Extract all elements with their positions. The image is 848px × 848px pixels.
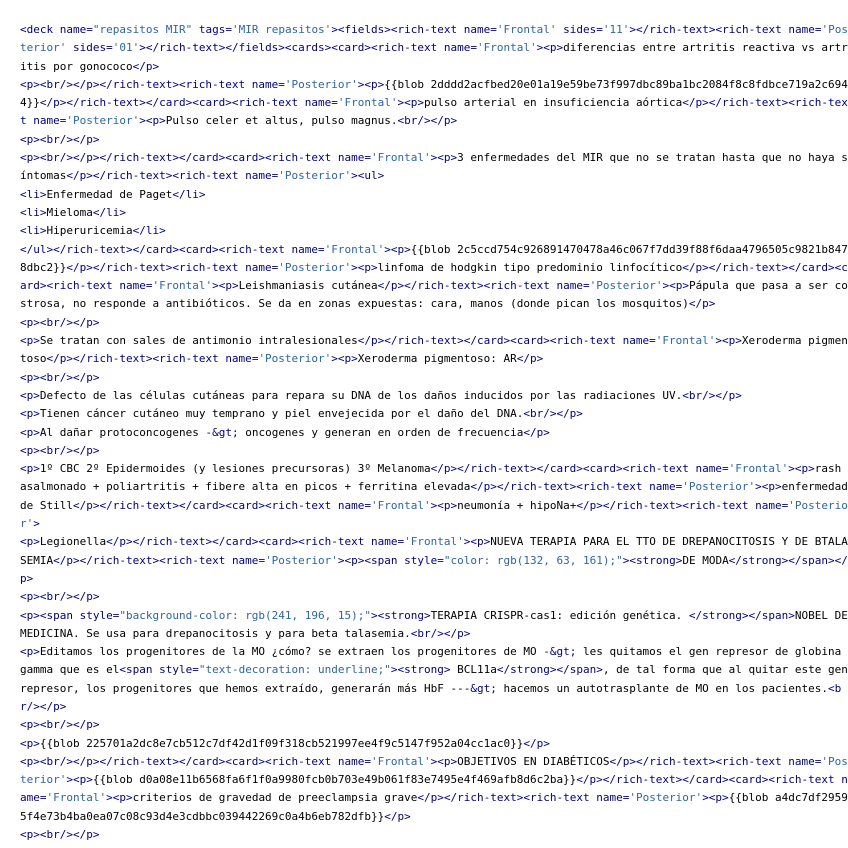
code-token: <p> (20, 425, 40, 439)
code-token: <p> (20, 388, 40, 402)
code-token: </p></rich-text><rich-text (66, 169, 246, 183)
code-line (20, 643, 848, 716)
code-token: {{blob a4dc7df29595f4e73b4ba0ea07c08c93d4e3cdbbc039442269c0a4b6eb782dfb}} (20, 791, 848, 823)
code-token: Tienen cáncer cutáneo muy temprano y piel envejecida por el daño del DNA. (39, 407, 524, 421)
code-token: {{blob 225701a2dc8e7cb512c7df42d1f09f318cb521997ee4f9c5147f952a04cc1ac0}} (39, 736, 524, 750)
code-token: 'Frontal' (152, 279, 213, 293)
code-token: </p> (523, 425, 550, 439)
code-token: 'Frontal' (337, 96, 398, 110)
code-token: <li> (20, 187, 47, 201)
code-line (20, 387, 848, 405)
code-token: </p> (523, 736, 550, 750)
code-token: ><p> (66, 773, 93, 787)
code-token: = (722, 462, 729, 476)
code-token: NUEVA TERAPIA PARA EL TTO DE DREPANOCITOSIS Y DE BTALASEMIA (20, 535, 848, 567)
code-token: name (245, 260, 272, 274)
code-token: > (33, 517, 40, 531)
code-token: = (271, 260, 279, 274)
code-token: </p></rich-text><rich-text (377, 279, 557, 293)
code-token: Legionella (39, 535, 107, 549)
code-line (20, 424, 848, 442)
code-token: {{blob d0a08e11b6568fa6f1f0a9980fcb0b703e49b061f83e7495e4f469afb8d6c2ba}} (92, 773, 577, 787)
code-line (20, 204, 848, 222)
code-token: = (251, 352, 259, 366)
code-line (20, 460, 848, 533)
code-token: = (86, 23, 93, 36)
code-token: 'Posterior' (66, 114, 140, 128)
code-token: = (192, 663, 199, 677)
code-token: </p></rich-text></card><card><rich-text (39, 96, 305, 110)
code-token: hacemos un autotrasplante de MO en los pacientes. (496, 681, 828, 695)
code-token: </p></rich-text><rich-text (20, 96, 848, 128)
code-token: </p> (688, 297, 716, 311)
code-token: </p></rich-text></card><card><rich-text (72, 498, 338, 512)
code-token: 'Frontal' (728, 462, 789, 476)
code-token: enfermedad de Still (20, 480, 848, 512)
code-token: name (788, 23, 815, 36)
code-line (20, 826, 848, 844)
code-line (20, 222, 848, 240)
code-token: ><p> (430, 754, 458, 768)
code-token: = (106, 41, 113, 55)
code-token (66, 41, 73, 54)
code-token: <p> (20, 334, 40, 348)
code-token: <p> (20, 535, 40, 549)
code-line (20, 241, 848, 314)
code-token: Mieloma (46, 205, 93, 219)
code-token: ><p> (357, 77, 385, 91)
code-token: <p> (20, 462, 40, 476)
xml-code-view (20, 21, 848, 844)
code-token: '01' (112, 41, 140, 55)
code-token: TERAPIA CRISPR-cas1: edición genética. (430, 608, 689, 622)
code-token: name (649, 480, 676, 494)
code-token: ><p> (430, 498, 458, 512)
code-token: sides (563, 23, 597, 36)
code-token: </p></rich-text></card><card><rich-text (106, 535, 372, 549)
code-token: Pápula que pasa a ser costrosa, no responde a antibióticos. Se da en zonas expuestas: cara, manos (donde pican los mosquitos) (20, 279, 848, 311)
code-token: <p><span (20, 608, 80, 622)
code-token: <p><br/></p> (20, 718, 100, 732)
code-token: tags (198, 23, 226, 36)
code-token: name (337, 754, 365, 768)
code-token: Hiperuricemia (46, 224, 133, 238)
code-token: neumonía + hipoNa+ (457, 498, 577, 512)
code-token: </p></rich-text><rich-text (46, 352, 226, 366)
code-token: = (490, 23, 497, 36)
code-token: 'Posterior' (265, 553, 338, 567)
code-token: <p><br/></p> (20, 443, 100, 457)
code-line (20, 753, 848, 826)
code-token: 'Posterior' (278, 260, 352, 274)
code-token: </p></rich-text><rich-text (609, 754, 789, 768)
code-line (20, 405, 848, 423)
code-token: OBJETIVOS EN DIABÉTICOS (457, 754, 610, 768)
code-token: 'Frontal' (371, 151, 431, 165)
code-token: = (649, 334, 656, 348)
code-token: </p></rich-text></card><card><rich-text (576, 773, 842, 787)
code-token: name (788, 754, 815, 768)
code-token: name (463, 23, 491, 36)
code-token: = (59, 114, 67, 128)
code-token: ><fields><rich-text (331, 23, 464, 36)
code-token: <deck (20, 23, 60, 36)
code-token: ><ul> (351, 169, 385, 183)
code-token: <br/></p> (410, 626, 471, 640)
code-token: 3 enfermedades del MIR que no se tratan hasta que no haya síntomas (20, 151, 848, 183)
code-token: 'Frontal' (404, 535, 464, 549)
code-token: <p><br/></p> (20, 828, 100, 842)
code-token: name (337, 151, 365, 165)
code-token: </li> (92, 205, 126, 219)
code-token: <p><br/></p></rich-text><rich-text (20, 77, 252, 91)
code-token: ><p> (212, 279, 239, 293)
code-token: ><p> (430, 151, 458, 165)
code-token: ><p> (397, 96, 425, 110)
code-token: <p><br/></p> (20, 590, 100, 604)
code-token: ><p> (106, 791, 133, 805)
code-token: = (225, 23, 232, 36)
code-token: <br/></p> (397, 114, 458, 128)
code-token: = (814, 754, 822, 768)
code-token: ><strong> (390, 663, 451, 677)
code-line (20, 369, 848, 387)
code-token: NOBEL DE MEDICINA. Se usa para drepanocitosis y para beta talasemia. (20, 608, 848, 640)
code-token: name (251, 77, 279, 91)
code-token: <p><br/></p></rich-text></card><card><rich-text (20, 754, 338, 768)
code-token: </p></rich-text><rich-text (66, 260, 246, 274)
code-token: = (437, 553, 444, 567)
code-token: 'Posterior' (20, 23, 848, 55)
code-token: </strong></span> (496, 663, 603, 677)
code-token: &gt; (470, 681, 497, 695)
code-token: name (119, 279, 146, 293)
code-token: 1º CBC 2º Epidermoides (y lesiones precursoras) 3º Melanoma (39, 462, 431, 476)
code-token: name (20, 773, 848, 805)
code-token: </ul></rich-text></card><card><rich-text (20, 242, 292, 256)
code-token: ></rich-text><rich-text (629, 23, 789, 36)
code-token: </p></rich-text><rich-text (53, 553, 232, 567)
code-token: name (695, 462, 723, 476)
code-token: name (622, 334, 650, 348)
code-token: = (318, 242, 325, 256)
code-token: name (245, 169, 272, 183)
code-line (20, 442, 848, 460)
code-line (20, 186, 848, 204)
code-token: les quitamos el gen represor de globina gamma que es el (20, 645, 848, 677)
code-token: = (331, 96, 338, 110)
code-token: </li> (172, 187, 206, 201)
code-token: ><p> (384, 242, 411, 256)
code-token: style (404, 553, 438, 567)
code-token: style (159, 663, 193, 677)
code-token: </strong></span> (688, 608, 795, 622)
code-token: </p> (132, 59, 160, 73)
code-token: ><p> (463, 535, 491, 549)
code-token: BCL11a (450, 663, 497, 677)
code-line (20, 76, 848, 131)
code-token: 'Posterior' (20, 754, 848, 787)
code-token: Xeroderma pigmentoso (20, 334, 848, 366)
code-token: 'Frontal' (371, 754, 431, 768)
code-token: <p><br/></p> (20, 370, 100, 384)
code-token: criterios de gravedad de preeclampsia grave (132, 791, 418, 805)
code-token: 'Posterior' (589, 279, 663, 293)
code-token: -&gt; (205, 425, 239, 439)
code-token: pulso arterial en insuficiencia aórtica (424, 96, 683, 110)
code-token: ><p> (351, 260, 378, 274)
code-token: </p></rich-text></card><card><rich-text (20, 260, 848, 293)
code-token: <p> (20, 736, 40, 750)
code-token: sides (72, 41, 107, 55)
code-token: {{blob 2dddd2acfbed20e01a19e59be73f997dbc89ba1bc2084f8c8fdbce719a2c6944}} (20, 77, 848, 110)
code-token: , de tal forma que al quitar este gen represor, los progenitores que hemos extraído, generarán más HbF --- (20, 663, 848, 695)
code-token: rash asalmonado + poliartritis + fibere alta en picos + ferritina elevada (20, 462, 848, 494)
code-token: </p></rich-text></card><card><rich-text (430, 462, 696, 476)
code-token: DE MODA (682, 553, 729, 567)
code-token: ><p> (702, 791, 729, 805)
code-token: Defecto de las células cutáneas para repara su DNA de los daños inducidos por las radiaciones UV. (39, 388, 683, 402)
code-token: ><p> (715, 334, 742, 348)
code-token: = (364, 151, 372, 165)
code-token: = (364, 498, 372, 512)
code-token: name (33, 114, 60, 128)
code-token: style (79, 608, 113, 622)
code-token: = (397, 535, 405, 549)
code-line (20, 332, 848, 369)
code-token: {{blob 2c5ccd754c926891470478a46c067f7dd39f88f6daa4796505c9821b8478dbc2}} (20, 242, 848, 274)
code-line (20, 533, 848, 588)
code-token: ><p><span (337, 553, 405, 567)
code-token: = (145, 279, 153, 293)
code-token: -&gt; (543, 645, 577, 659)
code-token: = (622, 791, 630, 805)
code-token: 'Posterior' (20, 498, 848, 531)
code-token: Pulso celer et altus, pulso magnus. (165, 114, 398, 128)
code-token: ></rich-text></fields><cards><card><rich-text (139, 41, 444, 55)
code-token: ><p> (755, 480, 782, 494)
code-token: name (231, 553, 259, 567)
code-token: </strong></span></p> (20, 553, 848, 585)
code-token: <p><br/></p> (20, 132, 100, 146)
code-line (20, 735, 848, 753)
code-line (20, 131, 848, 149)
code-token: <p> (20, 645, 40, 659)
code-token: <br/></p> (20, 681, 842, 713)
code-token: name (225, 352, 252, 366)
code-token: Editamos los progenitores de la MO ¿cómo? se extraen los progenitores de MO (39, 645, 544, 659)
code-token: name (371, 535, 398, 549)
code-token: = (278, 77, 285, 91)
code-token: <li> (20, 224, 47, 238)
code-token: 'Posterior' (258, 352, 332, 366)
code-token: ><p> (662, 279, 689, 293)
code-token: "background-color: rgb(241, 196, 15);" (119, 608, 372, 622)
code-token: ><strong> (371, 608, 431, 622)
code-token: = (364, 754, 372, 768)
code-token: "color: rgb(132, 63, 161);" (443, 553, 623, 567)
code-token: = (596, 23, 603, 36)
code-token: 'Frontal' (46, 791, 107, 805)
code-line (20, 588, 848, 606)
code-token: linfoma de hodgkin tipo predominio linfocítico (377, 260, 683, 274)
code-token: 'Posterior' (284, 77, 358, 91)
code-token: </p> (516, 352, 544, 366)
code-line (20, 716, 848, 734)
code-line (20, 149, 848, 186)
code-token: name (755, 498, 782, 512)
code-token: <span (119, 663, 160, 677)
code-token: = (814, 23, 822, 36)
code-token: = (470, 41, 477, 55)
code-token: </p></rich-text><rich-text (576, 498, 756, 512)
code-token: = (258, 553, 266, 567)
code-line (20, 607, 848, 644)
code-token: <p><br/></p> (20, 315, 100, 329)
code-token: "text-decoration: underline;" (198, 663, 391, 677)
code-token: </p></rich-text><rich-text (417, 791, 597, 805)
code-token: ><p> (536, 41, 564, 55)
code-token: name (596, 791, 623, 805)
code-token: Xeroderma pigmentoso: AR (357, 352, 517, 366)
code-token: name (59, 23, 87, 36)
code-token: Enfermedad de Paget (46, 187, 173, 201)
code-token: name (304, 96, 332, 110)
code-token: </li> (132, 224, 166, 238)
code-token: <br/></p> (523, 407, 583, 421)
code-line (20, 21, 848, 76)
code-token: <li> (20, 205, 47, 219)
code-token (192, 23, 199, 36)
code-token: = (112, 608, 120, 622)
code-token: <br/></p> (682, 388, 742, 402)
code-token: = (675, 480, 683, 494)
code-token: 'Frontal' (371, 498, 431, 512)
code-token: name (337, 498, 365, 512)
code-token: ><p> (788, 462, 815, 476)
code-token: </p> (384, 809, 411, 823)
code-token: ><p> (139, 114, 166, 128)
code-token: '11' (602, 23, 630, 36)
code-token: 'Frontal' (496, 23, 557, 36)
code-token: oncogenes y generan en orden de frecuencia (238, 425, 524, 439)
code-token: "repasitos MIR" (92, 23, 193, 36)
code-token: <p><br/></p></rich-text></card><card><rich-text (20, 151, 338, 165)
code-token: ><p> (331, 352, 358, 366)
code-token: </p></rich-text><rich-text (470, 480, 650, 494)
code-token: = (39, 791, 47, 805)
code-line (20, 314, 848, 332)
code-token: Leishmaniasis cutánea (238, 279, 378, 293)
code-token: <p> (20, 407, 40, 421)
code-token: 'Posterior' (629, 791, 703, 805)
code-token: 'Frontal' (477, 41, 537, 55)
code-token: name (291, 242, 319, 256)
code-token: = (781, 498, 789, 512)
code-token: diferencias entre artritis reactiva vs artritis por gonococo (20, 41, 848, 73)
code-token: Se tratan con sales de antimonio intralesionales (39, 334, 358, 348)
code-token: name (556, 279, 583, 293)
code-token: 'MIR repasitos' (231, 23, 332, 36)
code-token: = (582, 279, 590, 293)
code-token: </p></rich-text></card><card><rich-text (357, 334, 623, 348)
code-token: name (443, 41, 471, 55)
code-token: = (271, 169, 279, 183)
code-token: 'Frontal' (655, 334, 716, 348)
code-token: 'Frontal' (324, 242, 385, 256)
code-token: ><strong> (622, 553, 683, 567)
code-token: 'Posterior' (278, 169, 352, 183)
code-token: Al dañar protoconcogenes (39, 425, 206, 439)
code-token: 'Posterior' (682, 480, 756, 494)
